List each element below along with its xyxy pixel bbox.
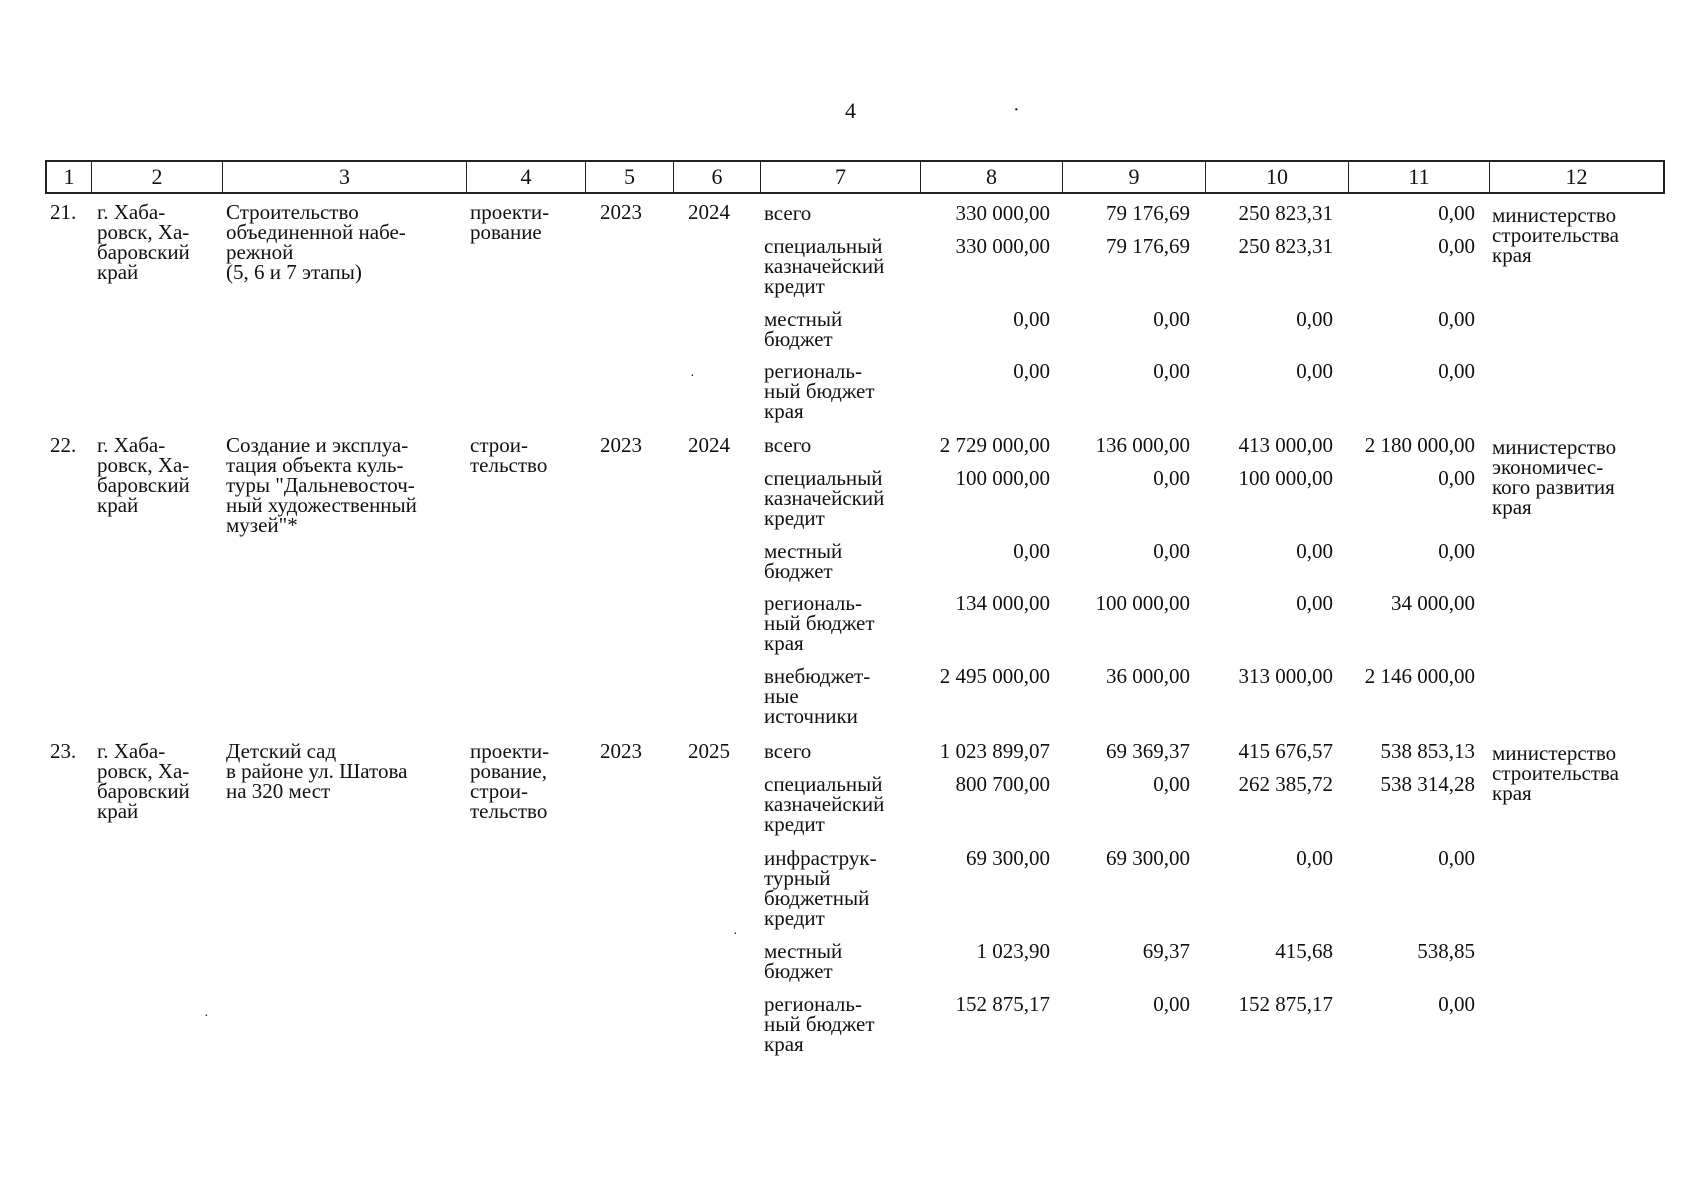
value-col-10: 0,00	[1296, 359, 1333, 383]
value-col-10: 0,00	[1296, 307, 1333, 331]
value-col-9: 100 000,00	[1095, 591, 1190, 615]
value-col-11: 0,00	[1438, 846, 1475, 870]
value-col-9: 79 176,69	[1106, 201, 1190, 225]
value-col-9: 0,00	[1153, 307, 1190, 331]
value-col-10: 313 000,00	[1238, 664, 1333, 688]
row-end-year: 2025	[688, 739, 730, 763]
source-label: местный бюджет	[764, 307, 843, 351]
value-col-8: 330 000,00	[955, 234, 1050, 258]
source-label: всего	[764, 739, 812, 763]
row-location: г. Хаба- ровск, Ха- баровский край	[97, 200, 190, 284]
scan-speck: ·	[690, 369, 695, 384]
scan-speck: ·	[733, 927, 738, 942]
value-col-11: 538 314,28	[1380, 772, 1475, 796]
source-label: специальный казначейский кредит	[764, 234, 885, 298]
value-col-10: 0,00	[1296, 539, 1333, 563]
value-col-8: 2 729 000,00	[939, 433, 1050, 457]
value-col-10: 250 823,31	[1238, 201, 1333, 225]
row-end-year: 2024	[688, 433, 730, 457]
value-col-9: 0,00	[1153, 992, 1190, 1016]
value-col-10: 415 676,57	[1238, 739, 1333, 763]
header-col-8: 8	[920, 162, 1062, 192]
value-col-11: 0,00	[1438, 992, 1475, 1016]
value-col-11: 0,00	[1438, 234, 1475, 258]
value-col-8: 1 023,90	[976, 939, 1050, 963]
value-col-8: 69 300,00	[966, 846, 1050, 870]
value-col-10: 413 000,00	[1238, 433, 1333, 457]
row-location: г. Хаба- ровск, Ха- баровский край	[97, 433, 190, 517]
scan-speck: ·	[204, 1009, 209, 1024]
row-start-year: 2023	[600, 739, 642, 763]
source-label: региональ- ный бюджет края	[764, 591, 875, 655]
value-col-10: 415,68	[1275, 939, 1333, 963]
source-label: всего	[764, 201, 812, 225]
value-col-8: 152 875,17	[955, 992, 1050, 1016]
row-end-year: 2024	[688, 200, 730, 224]
source-label: внебюджет- ные источники	[764, 664, 871, 728]
scan-speck: ·	[1013, 99, 1020, 121]
source-label: инфраструк- турный бюджетный кредит	[764, 846, 877, 930]
value-col-11: 538,85	[1417, 939, 1475, 963]
page-number: 4	[845, 98, 856, 123]
source-label: всего	[764, 433, 812, 457]
table-header-row	[45, 160, 1665, 194]
value-col-10: 0,00	[1296, 591, 1333, 615]
value-col-11: 0,00	[1438, 359, 1475, 383]
source-label: местный бюджет	[764, 539, 843, 583]
row-index: 23.	[50, 739, 77, 763]
header-col-12: 12	[1489, 162, 1663, 192]
value-col-8: 134 000,00	[955, 591, 1050, 615]
header-col-11: 11	[1348, 162, 1489, 192]
row-work-type: проекти- рование, строи- тельство	[470, 739, 550, 823]
source-label: региональ- ный бюджет края	[764, 359, 875, 423]
value-col-9: 69 300,00	[1106, 846, 1190, 870]
source-label: специальный казначейский кредит	[764, 466, 885, 530]
value-col-9: 0,00	[1153, 539, 1190, 563]
value-col-11: 0,00	[1438, 307, 1475, 331]
value-col-9: 69,37	[1142, 939, 1190, 963]
value-col-9: 0,00	[1153, 772, 1190, 796]
value-col-10: 100 000,00	[1238, 466, 1333, 490]
value-col-9: 0,00	[1153, 466, 1190, 490]
value-col-8: 100 000,00	[955, 466, 1050, 490]
row-work-type: проекти- рование	[470, 200, 550, 244]
source-label: региональ- ный бюджет края	[764, 992, 875, 1056]
row-location: г. Хаба- ровск, Ха- баровский край	[97, 739, 190, 823]
header-col-4: 4	[466, 162, 585, 192]
value-col-11: 0,00	[1438, 539, 1475, 563]
value-col-9: 36 000,00	[1106, 664, 1190, 688]
value-col-11: 2 146 000,00	[1364, 664, 1475, 688]
value-col-11: 34 000,00	[1391, 591, 1475, 615]
row-start-year: 2023	[600, 200, 642, 224]
header-col-1: 1	[63, 164, 75, 189]
value-col-9: 136 000,00	[1095, 433, 1190, 457]
header-col-2: 2	[91, 162, 222, 192]
value-col-8: 0,00	[1013, 539, 1050, 563]
header-col-5: 5	[585, 162, 673, 192]
value-col-10: 250 823,31	[1238, 234, 1333, 258]
row-start-year: 2023	[600, 433, 642, 457]
header-col-6: 6	[673, 162, 760, 192]
header-col-7: 7	[760, 162, 920, 192]
source-label: местный бюджет	[764, 939, 843, 983]
row-object: Детский сад в районе ул. Шатова на 320 мест	[226, 739, 408, 803]
value-col-8: 330 000,00	[955, 201, 1050, 225]
value-col-10: 152 875,17	[1238, 992, 1333, 1016]
row-object: Создание и эксплуа- тация объекта куль- туры "Дальневосточ- ный художественный музей"*	[226, 433, 417, 537]
source-label: специальный казначейский кредит	[764, 772, 885, 836]
header-col-10: 10	[1205, 162, 1348, 192]
value-col-9: 69 369,37	[1106, 739, 1190, 763]
row-index: 22.	[50, 433, 77, 457]
value-col-10: 0,00	[1296, 846, 1333, 870]
value-col-8: 1 023 899,07	[939, 739, 1050, 763]
row-index: 21.	[50, 200, 77, 224]
value-col-8: 0,00	[1013, 307, 1050, 331]
header-col-3: 3	[222, 162, 466, 192]
value-col-9: 79 176,69	[1106, 234, 1190, 258]
row-object: Строительство объединенной набе- режной (5, 6 и 7 этапы)	[226, 200, 406, 284]
row-work-type: строи- тельство	[470, 433, 548, 477]
value-col-8: 2 495 000,00	[939, 664, 1050, 688]
row-department: министерство строительства края	[1492, 741, 1620, 805]
value-col-8: 0,00	[1013, 359, 1050, 383]
value-col-11: 538 853,13	[1380, 739, 1475, 763]
header-col-9: 9	[1062, 162, 1205, 192]
row-department: министерство экономичес- кого развития края	[1492, 435, 1617, 519]
value-col-8: 800 700,00	[955, 772, 1050, 796]
row-department: министерство строительства края	[1492, 203, 1620, 267]
value-col-11: 0,00	[1438, 201, 1475, 225]
value-col-9: 0,00	[1153, 359, 1190, 383]
value-col-10: 262 385,72	[1238, 772, 1333, 796]
value-col-11: 0,00	[1438, 466, 1475, 490]
value-col-11: 2 180 000,00	[1364, 433, 1475, 457]
